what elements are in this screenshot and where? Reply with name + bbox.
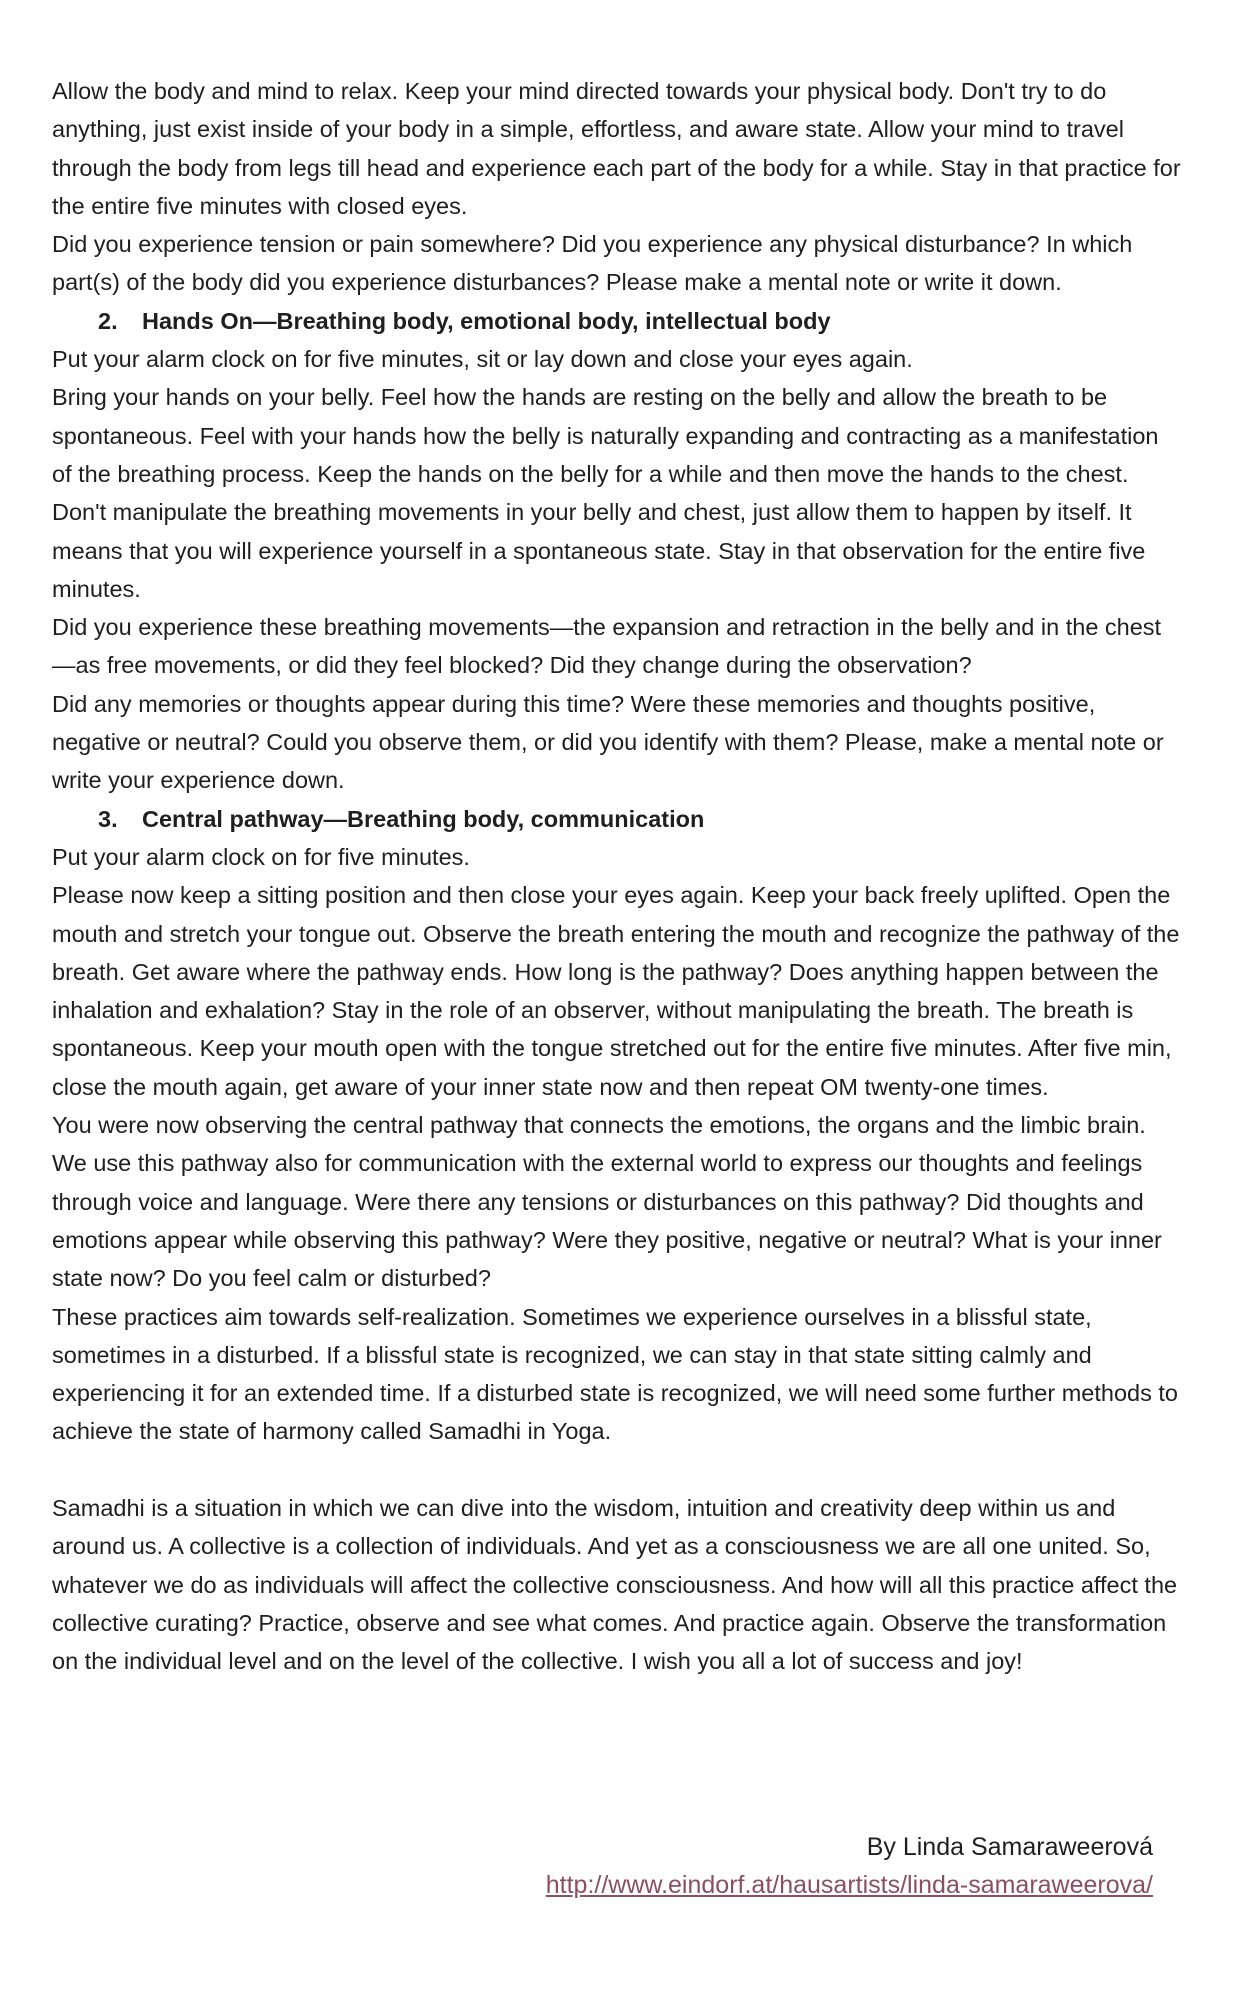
paragraph: Please now keep a sitting position and then close your eyes again. Keep your back freely uplifted. Open the mouth and stretch your tongue out. Observe the breath entering the mouth and recognize the pathway of the breath. Get aware where the pathway ends. How long is the pathway? Does anything happen between the inhalation and exhalation? Stay in the role of an observer, without manipulating the breath. The breath is spontaneous. Keep your mouth open with the tongue stretched out for the entire five minutes. After five min, close the mouth again, get aware of your inner state now and then repeat OM twenty-one times.	[52, 882, 1180, 1100]
closing-paragraph: Samadhi is a situation in which we can dive into the wisdom, intuition and creativity deep within us and around us. A collective is a collection of individuals. And yet as a consciousness we are all one united. So, whatever we do as individuals will affect the collective consciousness. And how will all this practice affect the collective curating? Practice, observe and see what comes. And practice again. Observe the transformation on the individual level and on the level of the collective. I wish you all a lot of success and joy!	[52, 1494, 1178, 1675]
paragraph: Put your alarm clock on for five minutes, sit or lay down and close your eyes again.	[52, 346, 913, 373]
paragraph: Bring your hands on your belly. Feel how the hands are resting on the belly and allow the breath to be spontaneous. Feel with your hands how the belly is naturally expanding and contracting as a manifestation of the breathing process. Keep the hands on the belly for a while and then move the hands to the chest. Don't manipulate the breathing movements in your belly and chest, just allow them to happen by itself. It means that you will experience yourself in a spontaneous state. Stay in that observation for the entire five minutes.	[52, 384, 1159, 602]
paragraph: Allow the body and mind to relax. Keep your mind directed towards your physical body. Don't try to do anything, just exist inside of your body in a simple, effortless, and aware state. Allow your mind to travel through the body from legs till head and experience each part of the body for a while. Stay in that practice for the entire five minutes with closed eyes.	[52, 78, 1181, 219]
document-body	[52, 72, 1182, 1680]
paragraph: Did you experience these breathing movements—the expansion and retraction in the belly and in the chest—as free movements, or did they feel blocked? Did they change during the observation?	[52, 614, 1162, 679]
section-number: 3.	[98, 805, 118, 832]
section-heading	[52, 302, 1182, 340]
author-link[interactable]: http://www.eindorf.at/hausartists/linda-samaraweerova/	[545, 1871, 1153, 1899]
signature-block	[546, 1828, 1153, 1904]
paragraph: You were now observing the central pathway that connects the emotions, the organs and the limbic brain. We use this pathway also for communication with the external world to express our thoughts and feelings through voice and language. Were there any tensions or disturbances on this pathway? Did thoughts and emotions appear while observing this pathway? Were they positive, negative or neutral? What is your inner state now? Do you feel calm or disturbed?	[52, 1112, 1162, 1292]
section-number: 2.	[98, 307, 118, 334]
paragraph: Put your alarm clock on for five minutes.	[52, 843, 470, 870]
paragraph-spacer	[52, 1451, 1182, 1489]
author-line: By Linda Samaraweerová	[866, 1833, 1153, 1861]
paragraph: Did any memories or thoughts appear during this time? Were these memories and thoughts positive, negative or neutral? Could you observe them, or did you identify with them? Please, make a mental note or write your experience down.	[52, 690, 1164, 794]
paragraph: Did you experience tension or pain somewhere? Did you experience any physical disturbance? In which part(s) of the body did you experience disturbances? Please make a mental note or write it down.	[52, 231, 1133, 296]
paragraph: These practices aim towards self-realization. Sometimes we experience ourselves in a blissful state, sometimes in a disturbed. If a blissful state is recognized, we can stay in that state sitting calmly and experiencing it for an extended time. If a disturbed state is recognized, we will need some further methods to achieve the state of harmony called Samadhi in Yoga.	[52, 1303, 1178, 1445]
section-title: Hands On—Breathing body, emotional body, intellectual body	[142, 307, 831, 334]
section-heading	[52, 800, 1182, 838]
section-title: Central pathway—Breathing body, communication	[142, 805, 705, 832]
